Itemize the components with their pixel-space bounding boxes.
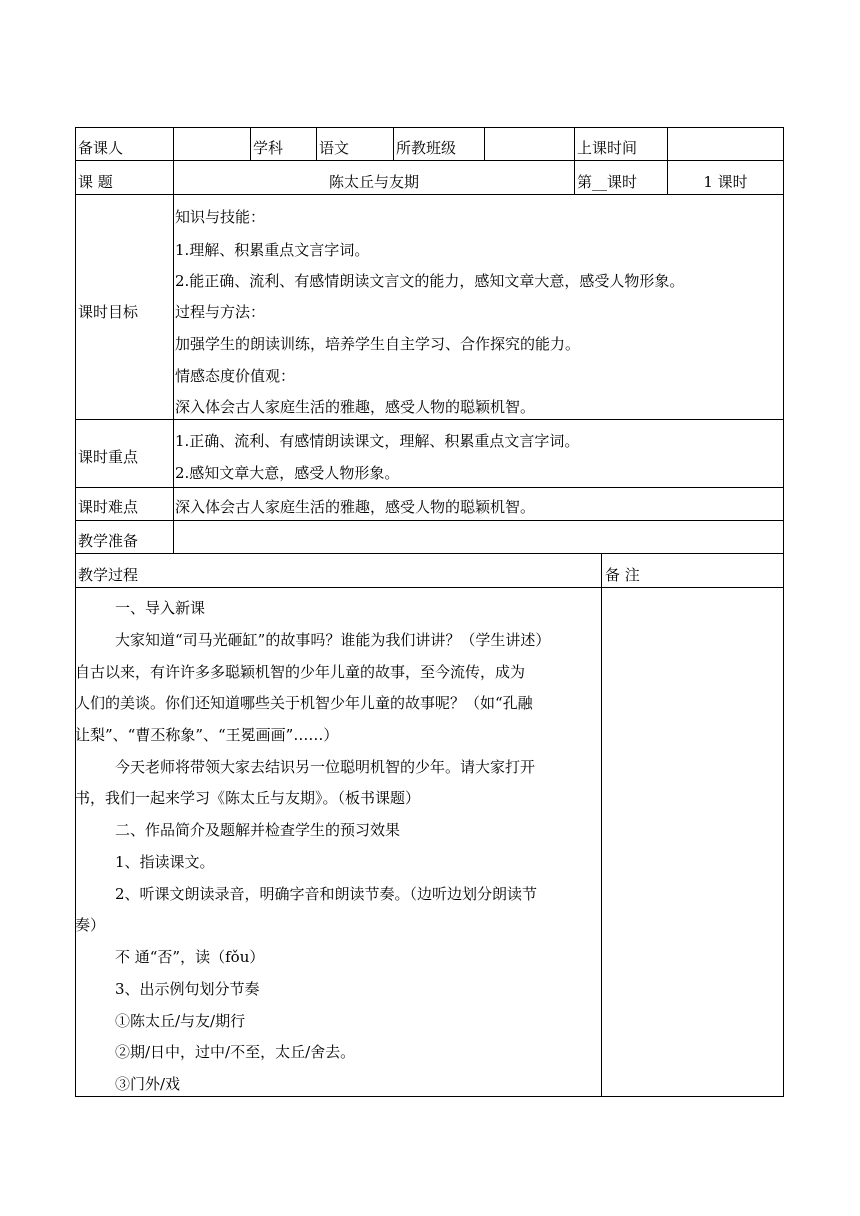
- topic-label: 课 题: [78, 173, 113, 191]
- process-line: 书，我们一起来学习《陈太丘与友期》。（板书课题）: [75, 789, 421, 807]
- goals-label: 课时目标: [78, 303, 139, 321]
- subject-value: 语文: [319, 139, 350, 157]
- class-label: 所教班级: [396, 139, 457, 157]
- process-line: 一、导入新课: [115, 599, 206, 617]
- key-points-label: 课时重点: [78, 448, 139, 466]
- class-time-label: 上课时间: [577, 139, 638, 157]
- key-points-line: 1.正确、流利、有感情朗读课文，理解、积累重点文言字词。: [175, 432, 580, 450]
- process-line: 1、指读课文。: [115, 853, 215, 871]
- subject-label: 学科: [253, 139, 284, 157]
- process-line: ②期/日中，过中/不至，太丘/舍去。: [115, 1043, 356, 1061]
- process-label: 教学过程: [78, 566, 139, 584]
- goals-line: 情感态度价值观：: [175, 367, 296, 385]
- process-line: ①陈太丘/与友/期行: [115, 1012, 246, 1030]
- process-line: 人们的美谈。你们还知道哪些关于机智少年儿童的故事呢？（如“孔融: [75, 694, 533, 712]
- process-line: 不 通“否”，读（fǒu）: [115, 948, 265, 966]
- goals-line: 1.理解、积累重点文言字词。: [175, 241, 370, 259]
- process-line: 3、出示例句划分节奏: [115, 980, 260, 998]
- preparer-label: 备课人: [78, 139, 124, 157]
- period-label: 第__课时: [577, 173, 638, 191]
- goals-line: 2.能正确、流利、有感情朗读文言文的能力，感知文章大意，感受人物形象。: [175, 272, 685, 290]
- notes-label: 备 注: [605, 566, 640, 584]
- period-value: 1 课时: [703, 173, 748, 191]
- process-line: 二、作品简介及题解并检查学生的预习效果: [115, 821, 401, 839]
- difficulty-text: 深入体会古人家庭生活的雅趣，感受人物的聪颖机智。: [175, 498, 536, 516]
- process-line: 今天老师将带领大家去结识另一位聪明机智的少年。请大家打开: [115, 758, 536, 776]
- process-line: 自古以来，有许许多多聪颖机智的少年儿童的故事，至今流传，成为: [75, 663, 526, 681]
- goals-line: 深入体会古人家庭生活的雅趣，感受人物的聪颖机智。: [175, 398, 536, 416]
- difficulty-label: 课时难点: [78, 498, 139, 516]
- prep-label: 教学准备: [78, 532, 139, 550]
- goals-line: 知识与技能：: [175, 208, 266, 226]
- key-points-line: 2.感知文章大意，感受人物形象。: [175, 464, 400, 482]
- process-line: 大家知道“司马光砸缸”的故事吗？谁能为我们讲讲？（学生讲述）: [115, 631, 551, 649]
- topic-value: 陈太丘与友期: [328, 173, 419, 191]
- process-line: 奏）: [75, 916, 106, 934]
- goals-line: 过程与方法：: [175, 303, 266, 321]
- process-line: 2、听课文朗读录音，明确字音和朗读节奏。（边听边划分朗读节: [115, 885, 538, 903]
- process-line: 让梨”、“曹丕称象”、“王冕画画”……）: [75, 726, 339, 744]
- goals-line: 加强学生的朗读训练，培养学生自主学习、合作探究的能力。: [175, 335, 581, 353]
- process-line: ③门外/戏: [115, 1075, 181, 1093]
